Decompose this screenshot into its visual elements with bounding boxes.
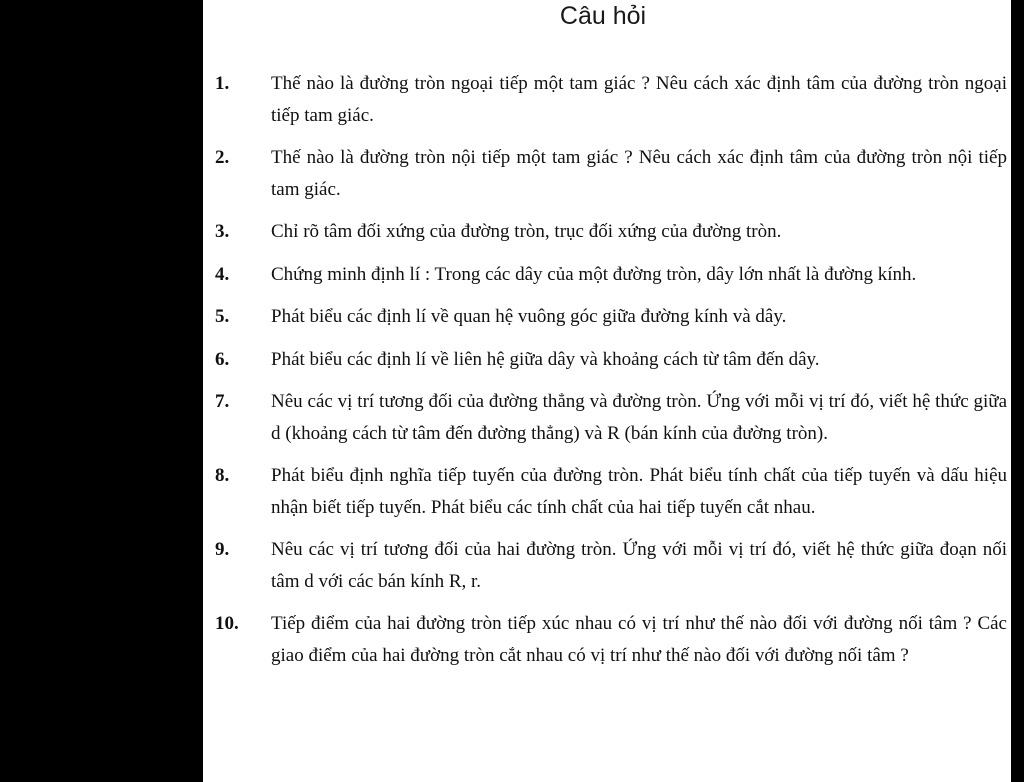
question-item: [215, 534, 1007, 597]
question-item: [215, 142, 1007, 205]
question-list: [215, 68, 1007, 682]
question-number: 4.: [215, 263, 230, 285]
question-item: [215, 259, 1007, 291]
question-text: Phát biểu các định lí về quan hệ vuông góc giữa đường kính và dây.: [271, 306, 787, 327]
question-number: 1.: [215, 73, 230, 94]
question-item: [215, 608, 1007, 671]
question-number: 10.: [215, 613, 239, 634]
question-text: Thế nào là đường tròn nội tiếp một tam giác ? Nêu cách xác định tâm của đường tròn nội tiếp tam giác.: [271, 147, 1007, 200]
document-page: [203, 0, 1011, 782]
question-number: 7.: [215, 391, 230, 412]
question-number: 3.: [215, 221, 230, 242]
question-number: 5.: [215, 306, 230, 327]
question-item: [215, 301, 1007, 333]
question-text: Nêu các vị trí tương đối của hai đường tròn. Ứng với mỗi vị trí đó, viết hệ thức giữa đoạn nối tâm d với các bán kính R, r.: [271, 539, 1007, 592]
question-text: Thế nào là đường tròn ngoại tiếp một tam giác ? Nêu cách xác định tâm của đường tròn ngoại tiếp tam giác.: [271, 73, 1007, 126]
question-number: 2.: [215, 147, 230, 168]
question-item: [215, 216, 1007, 248]
question-item: [215, 68, 1007, 131]
question-item: [215, 460, 1007, 523]
question-text: Nêu các vị trí tương đối của đường thẳng và đường tròn. Ứng với mỗi vị trí đó, viết hệ thức giữa d (khoảng cách từ tâm đến đường thẳng) và R (bán kính của đường tròn).: [271, 391, 1007, 444]
question-number: 9.: [215, 539, 230, 560]
question-text: Chỉ rõ tâm đối xứng của đường tròn, trục đối xứng của đường tròn.: [271, 221, 782, 242]
question-item: [215, 386, 1007, 449]
question-text: Phát biểu các định lí về liên hệ giữa dây và khoảng cách từ tâm đến dây.: [271, 348, 820, 370]
question-item: [215, 344, 1007, 376]
page-title: Câu hỏi: [559, 2, 647, 30]
question-number: 8.: [215, 465, 230, 486]
question-text: Chứng minh định lí : Trong các dây của một đường tròn, dây lớn nhất là đường kính.: [271, 263, 917, 285]
question-number: 6.: [215, 348, 230, 370]
question-text: Tiếp điểm của hai đường tròn tiếp xúc nhau có vị trí như thế nào đối với đường nối tâm ? Các giao điểm của hai đường tròn cắt nhau có vị trí như thế nào đối với đường nối tâm ?: [271, 613, 1007, 666]
question-text: Phát biểu định nghĩa tiếp tuyến của đường tròn. Phát biểu tính chất của tiếp tuyến và dấu hiệu nhận biết tiếp tuyến. Phát biểu các tính chất của hai tiếp tuyến cắt nhau.: [271, 465, 1007, 518]
